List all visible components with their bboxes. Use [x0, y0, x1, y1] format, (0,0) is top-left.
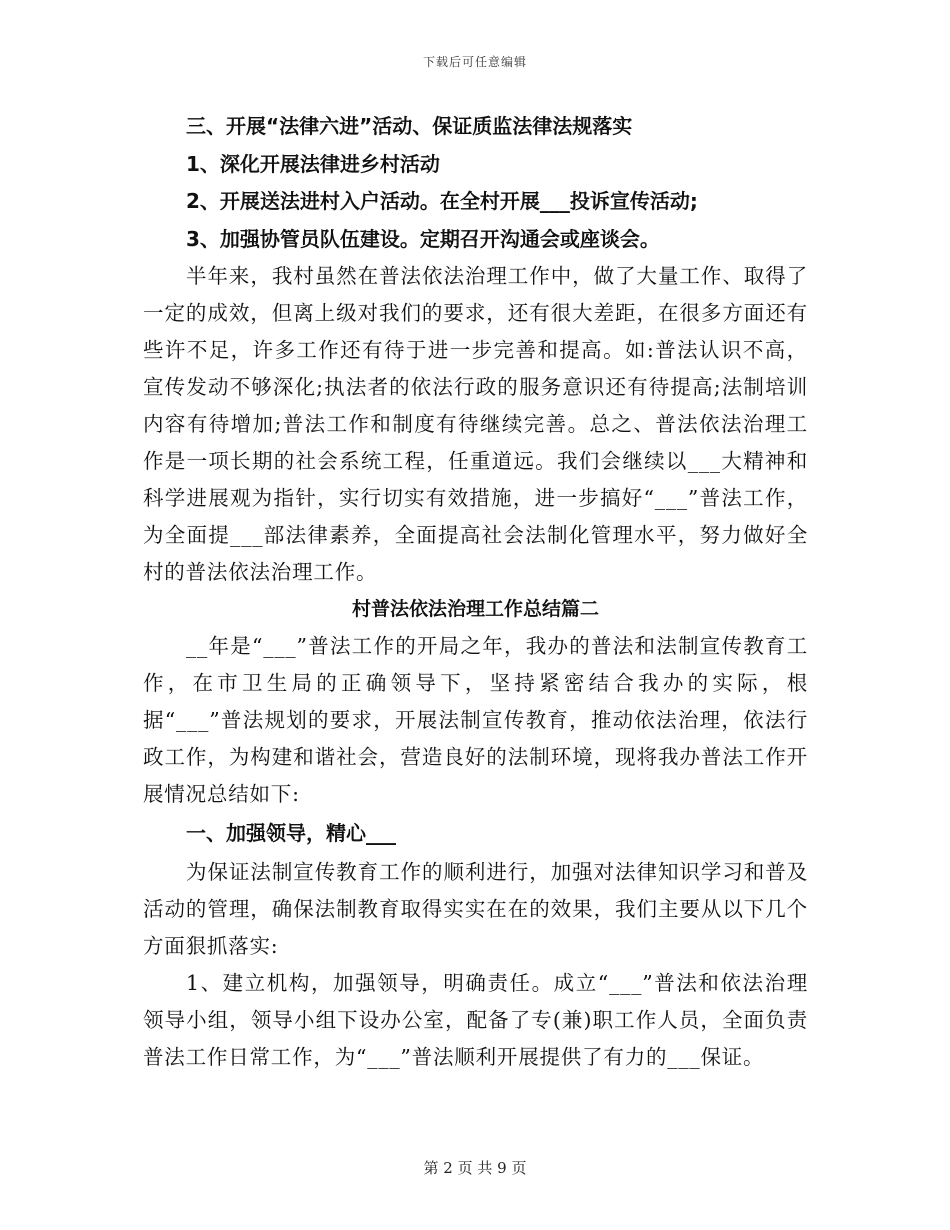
list-item: 2、开展送法进村入户活动。在全村开展___投诉宣传活动;: [186, 189, 698, 213]
section-heading: 三、开展“法律六进”活动、保证质监法律法规落实: [186, 114, 633, 138]
document-body: [143, 108, 808, 1076]
body-paragraph: 为保证法制宣传教育工作的顺利进行，加强对法律知识学习和普及活动的管理，确保法制教育取得实实在在的效果，我们主要从以下几个方面狠抓落实:: [143, 860, 808, 958]
subsection-heading: 一、加强领导，精心___: [186, 821, 396, 845]
list-item: 1、深化开展法律进乡村活动: [186, 151, 440, 176]
intro-paragraph: __年是“___”普法工作的开局之年，我办的普法和法制宣传教育工作，在市卫生局的正确领导下，坚持紧密结合我办的实际，根据“___”普法规划的要求，开展法制宣传教育，推动依法治理，依法行政工作，为构建和谐社会，营造良好的法制环境，现将我办普法工作开展情况总结如下:: [143, 634, 808, 806]
summary-paragraph: 半年来，我村虽然在普法依法治理工作中，做了大量工作、取得了一定的成效，但离上级对我们的要求，还有很大差距，在很多方面还有些许不足，许多工作还有待于进一步完善和提高。如:普法认识不高，宣传发动不够深化;执法者的依法行政的服务意识还有待提高;法制培训内容有待增加;普法工作和制度有待继续完善。总之、普法依法治理工作是一项长期的社会系统工程，任重道远。我们会继续以___大精神和科学进展观为指针，实行切实有效措施，进一步搞好“___”普法工作，为全面提___部法律素养，全面提高社会法制化管理水平，努力做好全村的普法依法治理工作。: [143, 264, 808, 584]
page-header: 下载后可任意编辑: [422, 55, 527, 69]
body-paragraph: 1、建立机构，加强领导，明确责任。成立“___”普法和依法治理领导小组，领导小组下设办公室，配备了专(兼)职工作人员，全面负责普法工作日常工作，为“___”普法顺利开展提供了有力的___保证。: [143, 971, 808, 1069]
list-item: 3、加强协管员队伍建设。定期召开沟通会或座谈会。: [186, 226, 660, 251]
page-number: 第 2 页 共 9 页: [423, 1159, 527, 1177]
article-title: 村普法依法治理工作总结篇二: [351, 598, 599, 620]
